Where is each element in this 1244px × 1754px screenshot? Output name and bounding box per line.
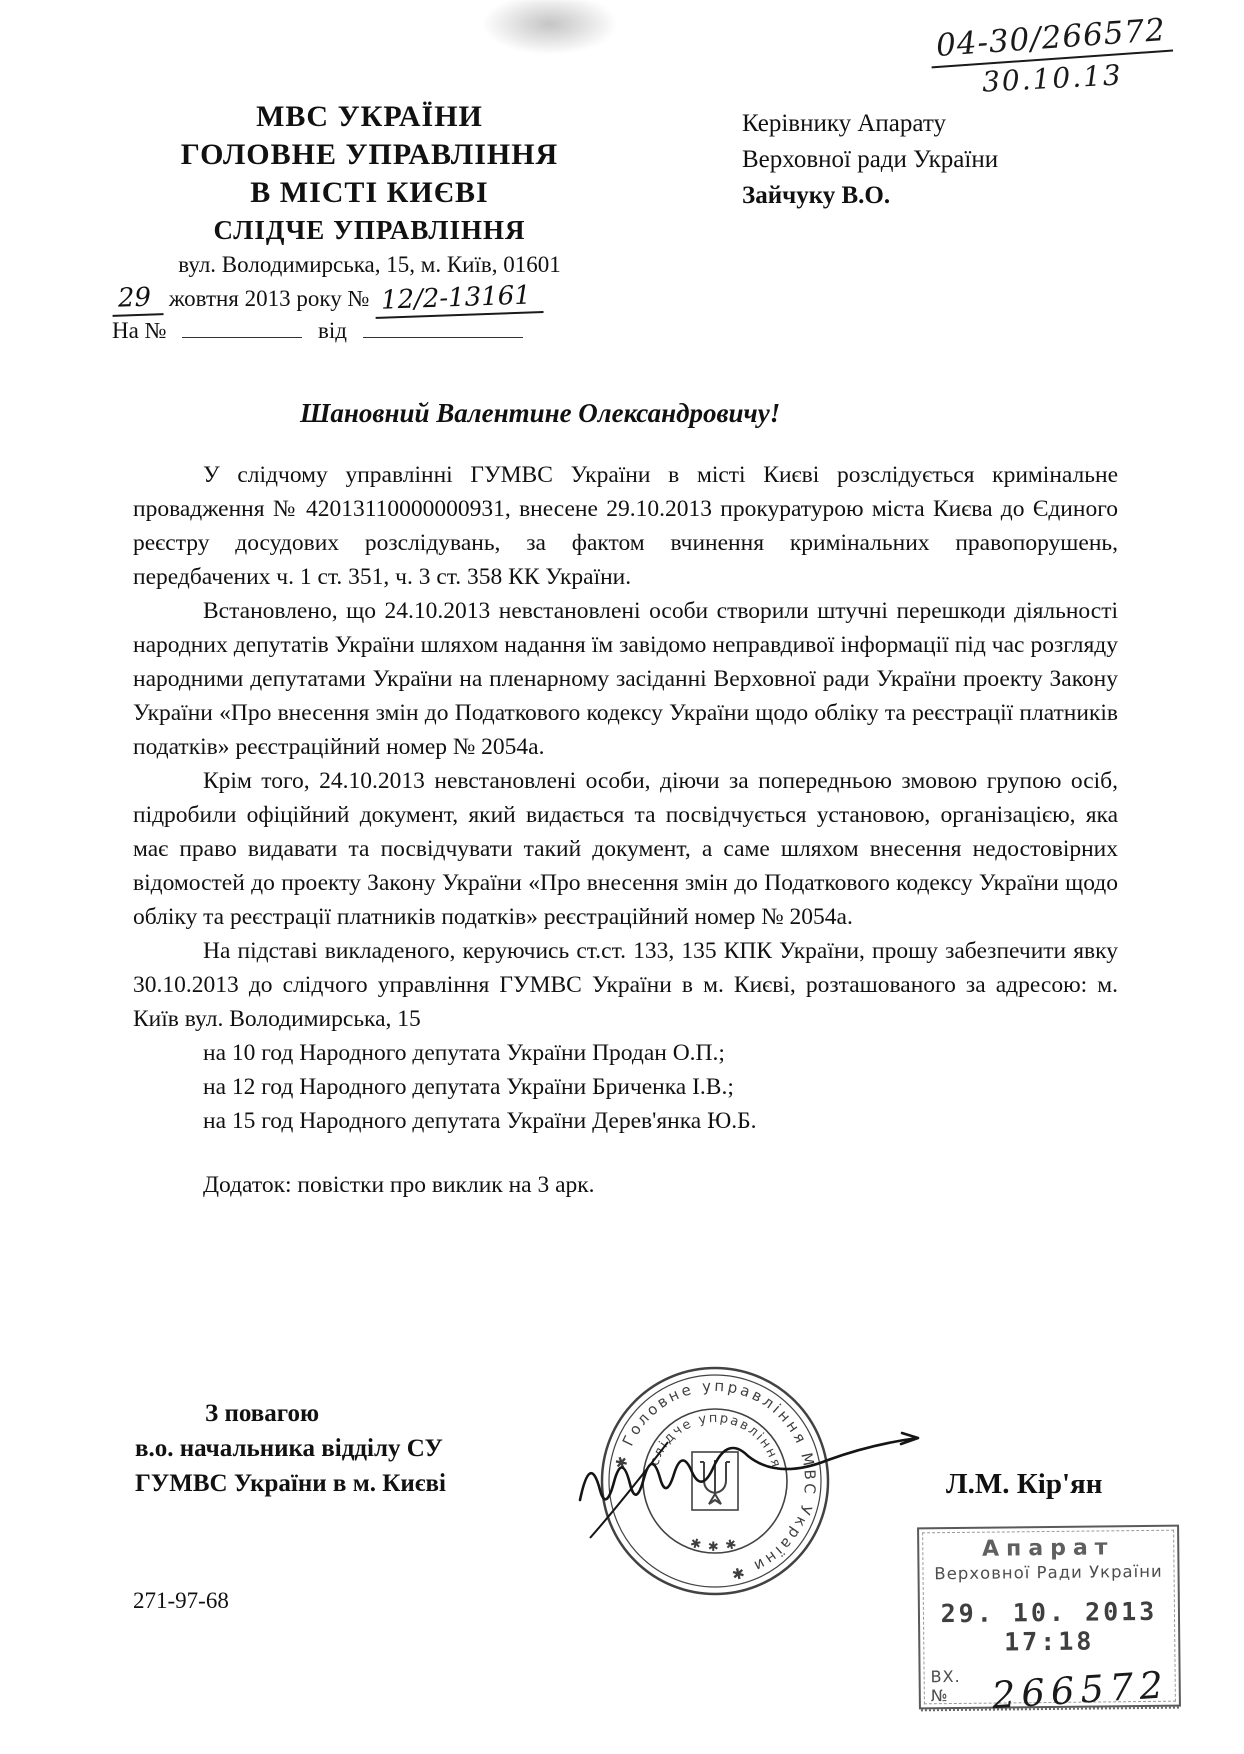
- summons-list: [133, 1036, 1118, 1138]
- summons-item-2: на 12 год Народного депутата України Бриченка І.В.;: [203, 1074, 734, 1100]
- letterhead: [112, 98, 627, 346]
- handwritten-incoming-number: 266572: [990, 1663, 1170, 1718]
- org-name-line3: В МІСТІ КИЄВІ: [250, 176, 489, 209]
- contact-phone: 271-97-68: [133, 1588, 229, 1613]
- reply-na-label: На №: [112, 318, 167, 343]
- date-month-year: жовтня 2013 року: [168, 286, 342, 311]
- recipient-position-line2: Верховної ради України: [742, 146, 999, 173]
- reply-vid-label: від: [318, 318, 347, 343]
- signer-title-line1: в.о. начальника відділу СУ: [135, 1435, 443, 1462]
- handwritten-outgoing-number: 12/2-13161: [375, 279, 544, 319]
- handwritten-day: 29: [111, 281, 163, 317]
- handwritten-signature: [572, 1420, 942, 1560]
- seal-outer-text: ✱ Головне управління МВС України ✱: [611, 1376, 820, 1585]
- paragraph-request: На підставі викладеного, керуючись ст.ст. 133, 135 КПК України, прошу забезпечити явку 30.10.2013 до слідчого управління ГУМВС України в м. Києві, розташованого за адресою: м. Київ вул. Володимирська, 15: [133, 938, 1118, 1032]
- stamp-vx-label: ВХ. №: [930, 1666, 961, 1706]
- org-address: вул. Володимирська, 15, м. Київ, 01601: [178, 252, 561, 277]
- salutation: Шановний Валентине Олександровичу!: [300, 398, 781, 428]
- attachment-note: Додаток: повістки про виклик на 3 арк.: [203, 1172, 595, 1198]
- summons-item-1: на 10 год Народного депутата України Продан О.П.;: [203, 1040, 725, 1066]
- paragraph-case-info: У слідчому управлінні ГУМВС України в місті Києві розслідується кримінальне провадження № 42013110000000931, внесене 29.10.2013 прокуратурою міста Києва до Єдиного реєстру досудових розслідувань, за фактом вчинення кримінальних правопорушень, передбачених ч. 1 ст. 351, ч. 3 ст. 358 КК України.: [133, 462, 1118, 590]
- paragraph-facts-2: Крім того, 24.10.2013 невстановлені особи, діючи за попередньою змовою групою осіб, підробили офіційний документ, який видається та посвідчується установою, організацією, яка має право видавати та посвідчувати такий документ, а саме шляхом внесення недостовірних відомостей до проекту Закону України «Про внесення змін до Податкового кодексу України щодо обліку та реєстрації платників податків» реєстраційний номер № 2054а.: [133, 768, 1118, 930]
- stamp-org-line2: Верховної Ради України: [934, 1561, 1163, 1584]
- signer-title-line2: ГУМВС України в м. Києві: [135, 1470, 446, 1497]
- handwritten-registration-number: 04-30/266572: [929, 12, 1173, 69]
- scan-smudge: [470, 0, 630, 60]
- seal-bottom-marks: ✱ ✱ ✱: [688, 1535, 741, 1556]
- handwritten-registration-date: 30.10.13: [981, 58, 1124, 99]
- recipient-position-line1: Керівнику Апарату: [742, 110, 946, 137]
- org-name-line2: ГОЛОВНЕ УПРАВЛІННЯ: [180, 138, 559, 171]
- reply-number-blank: [182, 317, 302, 338]
- number-sign: №: [347, 286, 370, 311]
- recipient-block: [742, 106, 998, 214]
- org-department: СЛІДЧЕ УПРАВЛІННЯ: [213, 215, 526, 245]
- stamp-datetime: 29. 10. 2013 17:18: [940, 1596, 1158, 1657]
- reply-date-blank: [363, 317, 523, 338]
- seal-inner-text: слідче управління: [647, 1410, 784, 1471]
- stamp-incoming-number-row: [921, 1663, 1179, 1718]
- stamp-org-line1: Апарат: [981, 1535, 1115, 1562]
- org-name-line1: МВС УКРАЇНИ: [256, 100, 483, 133]
- paragraph-facts-1: Встановлено, що 24.10.2013 невстановлені особи створили штучні перешкоди діяльності народних депутатів України шляхом надання їм завідомо неправдивої інформації під час розгляду народними депутатами України на пленарному засіданні Верховної ради України проекту Закону України «Про внесення змін до Податкового кодексу України щодо обліку та реєстрації платників податків» реєстраційний номер № 2054а.: [133, 598, 1118, 760]
- letter-body: [133, 458, 1118, 1202]
- reply-reference-line: [112, 316, 627, 346]
- summons-item-3: на 15 год Народного депутата України Дерев'янка Ю.Б.: [203, 1108, 757, 1134]
- incoming-registration-stamp: [917, 1525, 1181, 1718]
- signature-graphic: [572, 1420, 942, 1560]
- recipient-name: Зайчуку В.О.: [742, 182, 891, 209]
- signer-name: Л.М. Кір'ян: [946, 1468, 1103, 1500]
- outgoing-date-line: [112, 282, 627, 316]
- closing-respect: З повагою: [205, 1400, 320, 1427]
- closing-block: [135, 1396, 446, 1501]
